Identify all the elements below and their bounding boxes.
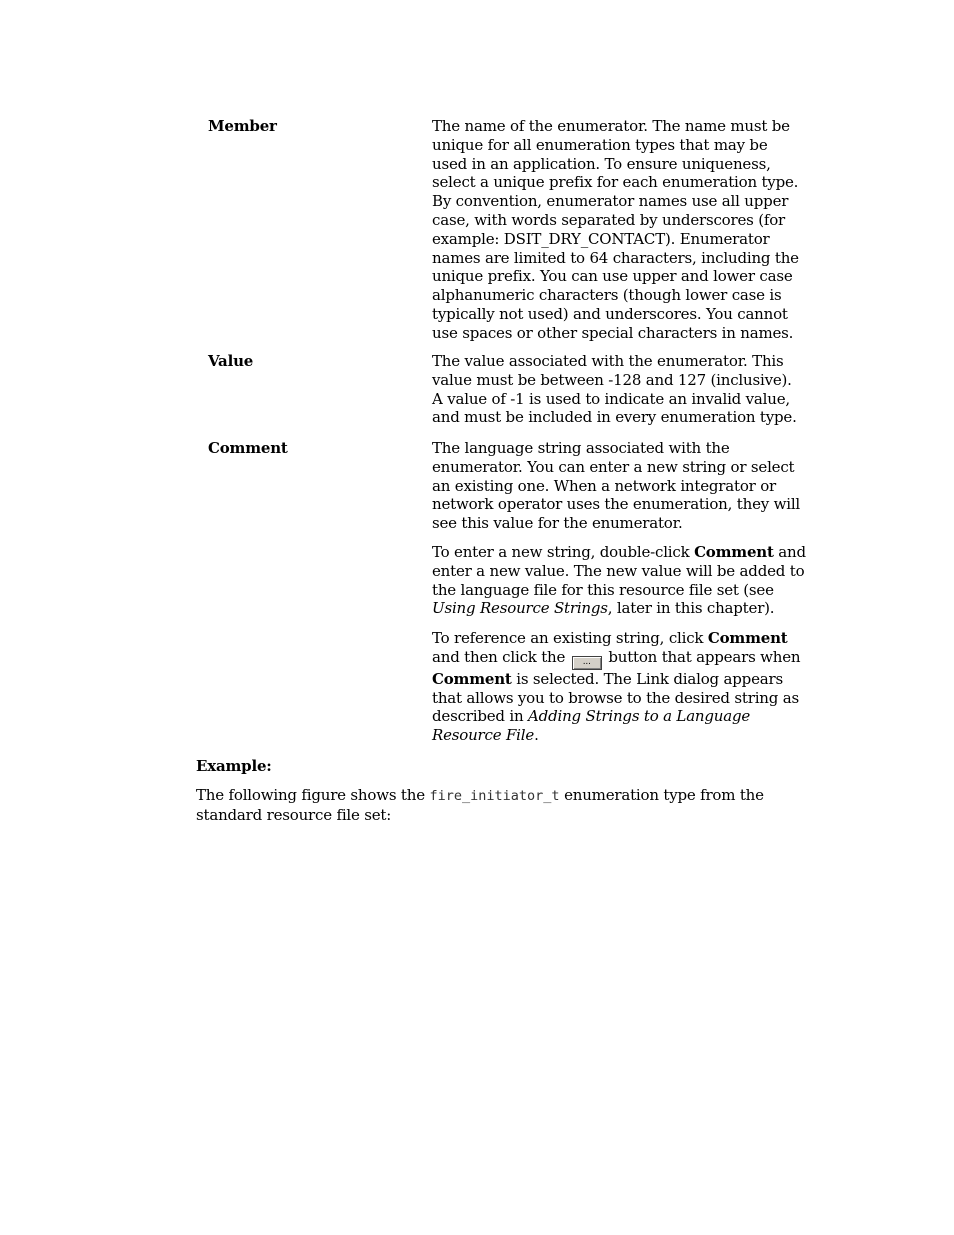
comment-bold: Comment (432, 669, 512, 688)
example-heading: Example: (196, 757, 272, 775)
code-fire-initiator: fire_initiator_t (429, 788, 560, 804)
text-line: described in Adding Strings to a Language (432, 707, 751, 726)
comment-bold: Comment (694, 543, 774, 561)
comment-new-string-paragraph (432, 543, 804, 618)
text-line: By convention, enumerator names use all upper (432, 192, 789, 211)
text-line: The language string associated with the (432, 439, 730, 457)
xref-adding-strings-cont: Resource File (432, 726, 535, 745)
xref-using-resource-strings: Using Resource Strings (432, 599, 608, 618)
text-line: names are limited to 64 characters, including the (432, 248, 799, 267)
text-line: The name of the enumerator. The name must be (432, 117, 790, 135)
text-line: select a unique prefix for each enumeration type. (432, 173, 799, 192)
text-line: Resource File. (432, 726, 539, 745)
xref-adding-strings: Adding Strings to a Language (528, 707, 751, 726)
text-line: an existing one. When a network integrator or (432, 476, 776, 495)
term-comment: Comment (208, 439, 288, 457)
text-line: alphanumeric characters (though lower case is (432, 286, 782, 305)
value-description (432, 352, 804, 427)
text-line: typically not used) and underscores. You cannot (432, 304, 788, 323)
text-line: see this value for the enumerator. (432, 514, 683, 533)
text-line: standard resource file set: (196, 805, 392, 824)
text-line: example: DSIT_DRY_CONTACT). Enumerator (432, 229, 770, 248)
text-line: and then click the ... button that appears when (432, 648, 804, 670)
text-line: unique prefix. You can use upper and lower case (432, 267, 793, 286)
text-line: A value of -1 is used to indicate an invalid value, (432, 389, 790, 408)
term-value: Value (208, 352, 254, 370)
text-line: The value associated with the enumerator. This (432, 352, 784, 370)
example-intro (196, 786, 816, 825)
comment-existing-string-paragraph (432, 629, 804, 745)
text-line: enter a new value. The new value will be added to (432, 561, 805, 580)
ellipsis-button-icon: ... (572, 656, 602, 670)
text-line: use spaces or other special characters in names. (432, 323, 794, 342)
text-line: that allows you to browse to the desired string as (432, 688, 799, 707)
comment-bold: Comment (707, 629, 788, 647)
text-line: value must be between -128 and 127 (inclusive). (432, 370, 792, 389)
text-line: enumerator. You can enter a new string or select (432, 457, 795, 476)
text-line: To reference an existing string, click Comment (432, 629, 788, 647)
member-description (432, 117, 804, 343)
text-line: the language file for this resource file set (see (432, 580, 774, 599)
text-line: Using Resource Strings, later in this chapter). (432, 599, 775, 618)
text-line: unique for all enumeration types that may be (432, 135, 768, 154)
text-line: case, with words separated by underscores (for (432, 210, 786, 229)
text-line: The following figure shows the fire_initiator_t enumeration type from the (196, 786, 764, 804)
text-line: To enter a new string, double-click Comment and (432, 543, 806, 561)
comment-description (432, 439, 804, 533)
term-member: Member (208, 117, 277, 135)
text-line: and must be included in every enumeration type. (432, 408, 797, 427)
text-line: Comment is selected. The Link dialog appears (432, 669, 783, 688)
text-line: network operator uses the enumeration, they will (432, 495, 801, 514)
text-line: used in an application. To ensure uniqueness, (432, 154, 771, 173)
